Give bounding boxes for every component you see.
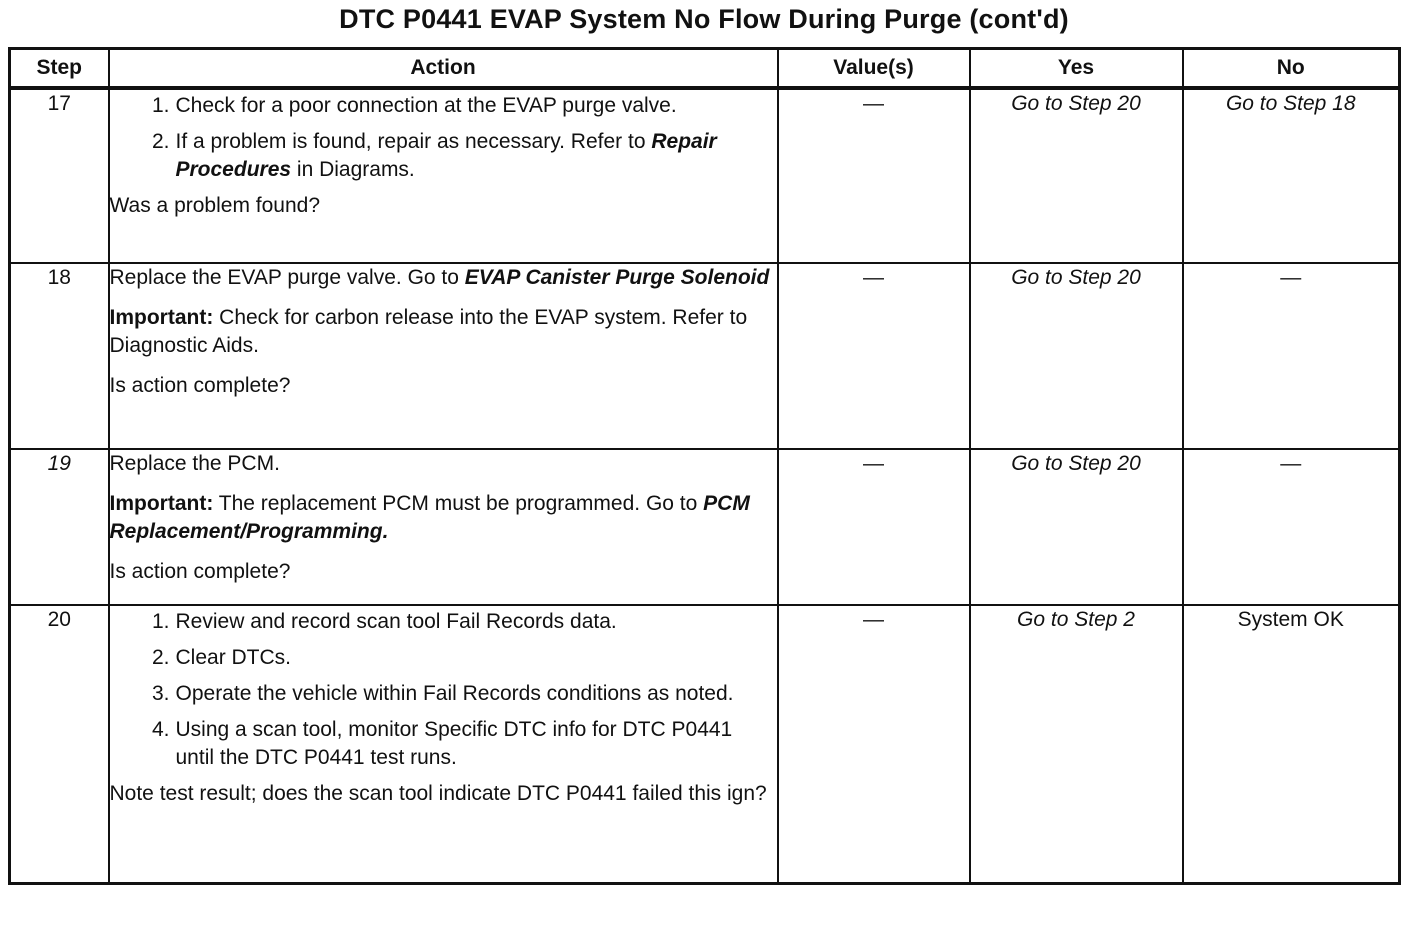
list-item: 1. Review and record scan tool Fail Records data. bbox=[151, 610, 617, 633]
page-title: DTC P0441 EVAP System No Flow During Purge (cont'd) bbox=[339, 4, 1069, 34]
list-item: 2. Clear DTCs. bbox=[151, 646, 292, 669]
header-yes: Yes bbox=[970, 49, 1183, 89]
action-cell bbox=[109, 88, 778, 263]
no-cell: — bbox=[1183, 263, 1400, 449]
list-item: 4. Using a scan tool, monitor Specific DTC info for DTC P0441 until the DTC P0441 test runs. bbox=[151, 718, 733, 769]
header-step: Step bbox=[10, 49, 109, 89]
value-cell: — bbox=[778, 88, 970, 263]
reference-link: Repair Procedures bbox=[175, 130, 717, 181]
no-cell: — bbox=[1183, 449, 1400, 605]
step-number: 18 bbox=[10, 263, 109, 449]
important-label: Important: bbox=[109, 306, 214, 329]
question-text: Was a problem found? bbox=[109, 194, 321, 217]
important-label: Important: bbox=[109, 492, 214, 515]
action-cell: Replace the EVAP purge valve. Go to EVAP Canister Purge Solenoid Important: Check for carbon release into the EVAP system. Refer to Diagnostic Aids. Is action complete? bbox=[109, 263, 778, 449]
yes-cell: Go to Step 20 bbox=[970, 263, 1183, 449]
no-cell: Go to Step 18 bbox=[1183, 88, 1400, 263]
question-text: Is action complete? bbox=[109, 560, 291, 583]
value-cell: — bbox=[778, 605, 970, 883]
reference-link: PCM Replacement/Programming. bbox=[109, 492, 750, 543]
yes-cell: Go to Step 20 bbox=[970, 449, 1183, 605]
action-cell: Replace the PCM. Important: The replacement PCM must be programmed. Go to PCM Replacement/Programming. Is action complete? bbox=[109, 449, 778, 605]
action-list bbox=[110, 608, 777, 772]
action-cell bbox=[109, 605, 778, 883]
no-cell: System OK bbox=[1183, 605, 1400, 883]
question-text: Is action complete? bbox=[109, 374, 291, 397]
header-row bbox=[10, 49, 1400, 89]
table-row bbox=[10, 449, 1400, 605]
table-row bbox=[10, 263, 1400, 449]
header-no: No bbox=[1183, 49, 1400, 89]
yes-cell: Go to Step 20 bbox=[970, 88, 1183, 263]
header-values: Value(s) bbox=[778, 49, 970, 89]
list-item: 3. Operate the vehicle within Fail Records conditions as noted. bbox=[151, 682, 734, 705]
diagnostic-table bbox=[8, 47, 1401, 885]
list-item: 2. If a problem is found, repair as necessary. Refer to Repair Procedures in Diagrams. bbox=[151, 130, 717, 181]
table-row bbox=[10, 605, 1400, 883]
step-number: 20 bbox=[10, 605, 109, 883]
header-action: Action bbox=[109, 49, 778, 89]
list-item: 1. Check for a poor connection at the EVAP purge valve. bbox=[151, 94, 677, 117]
value-cell: — bbox=[778, 449, 970, 605]
table-row bbox=[10, 88, 1400, 263]
value-cell: — bbox=[778, 263, 970, 449]
step-number: 19 bbox=[10, 449, 109, 605]
step-number: 17 bbox=[10, 88, 109, 263]
reference-link: EVAP Canister Purge Solenoid bbox=[464, 266, 770, 289]
yes-cell: Go to Step 2 bbox=[970, 605, 1183, 883]
question-text: Note test result; does the scan tool indicate DTC P0441 failed this ign? bbox=[109, 782, 767, 805]
action-list bbox=[110, 92, 777, 184]
